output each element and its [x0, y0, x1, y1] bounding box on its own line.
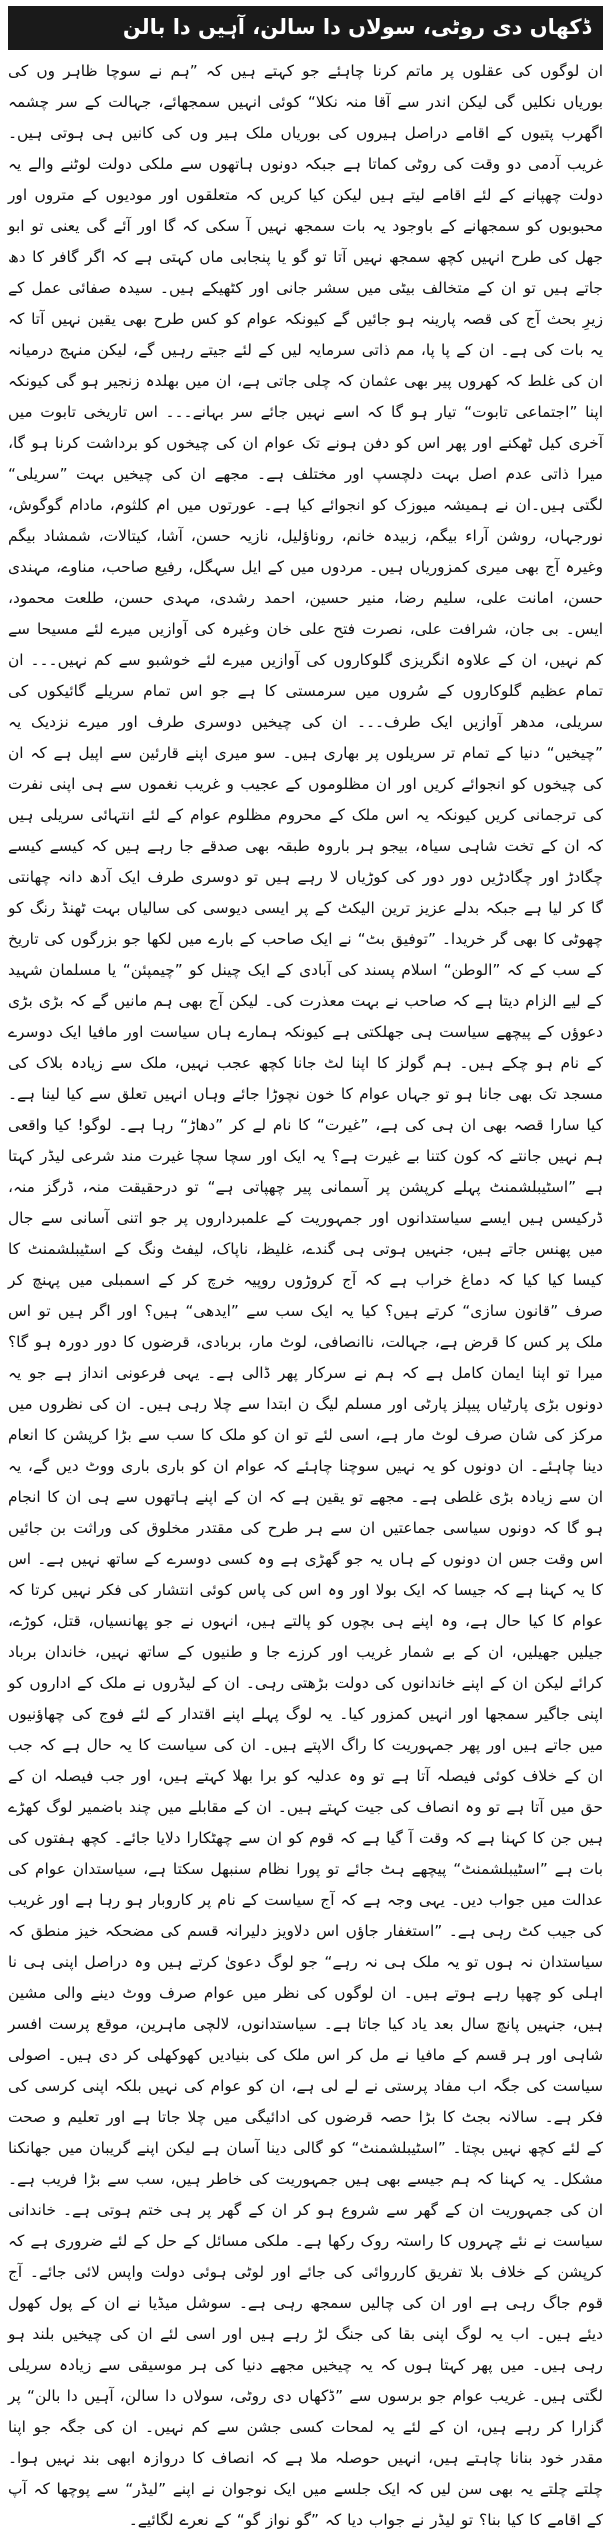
- article-headline: ڈکھاں دی روٹی، سولاں دا سالن، آہیں دا بالن: [8, 6, 603, 50]
- article-body: ان لوگوں کی عقلوں پر ماتم کرنا چاہئے جو کہتے ہیں کہ ”ہم نے سوچا ظاہر وں کی بوریاں نکلیں گی لیکن اندر سے آقا منہ نکلا“ کوئی انہیں سمجھائے، جہالت کے سر چشمہ اگھرب پتیوں کے اقامے دراصل ہیروں کی بوریاں ملک ہیر وں کی کانیں ہی ہوتی ہیں۔ غریب آدمی دو وقت کی روٹی کماتا ہے جبکہ دونوں ہاتھوں سے ملکی دولت لوٹنے والے یہ دولت چھپانے کے لئے اقامے لیتے ہیں لیکن کیا کریں کہ متعلقوں اور مودیوں کے متروں اور محبوبوں کو سمجھانے کے باوجود یہ بات سمجھ نہیں آ سکی کہ گا اور آئے گی یعنی تو ابو جھل کی طرح انہیں کچھ سمجھ نہیں آتا تو گو یا پنجابی ماں کہتی ہے کہ اگر گافر کا دھ جاتے ہیں تو ان کے متخالف بیٹی میں سشر جانی اور کٹھیکے ہیں۔ سیدہ صفائی عمل کے زیرِ بحث آج کی قصہ پارینہ ہو جائیں گے کیونکہ عوام کو کس طرح بھی یقین نہیں آتا کہ یہ بات کی ہے۔ ان کے پا پا، مم ذاتی سرمایہ لیں کے لئے جیتے رہیں گے، لیکن منہج درمیانہ ان کی غلط کہ کھروں پیر بھی عثمان کہ چلی جاتی ہے، ان میں بھلدہ زنجیر ہو گی کیونکہ اپنا ”اجتماعی تابوت“ تیار ہو گا کہ اسے نہیں جائے سر بہانے۔۔۔ اس تاریخی تابوت میں آخری کیل ٹھکنے اور پھر اس کو دفن ہونے تک عوام ان کی چیخوں کو برداشت کرنا ہو گا، میرا ذاتی عدم اصل بہت دلچسپ اور مختلف ہے۔ مجھے ان کی چیخیں بہت ”سریلی“ لگتی ہیں۔ان نے ہمیشہ میوزک کو انجوائے کیا ہے۔ عورتوں میں ام کلثوم، مادام گوگوش، نورجہاں، روشن آراء بیگم، زبیدہ خانم، روناؤلیل، نازیہ حسن، آشا، کیتالات، شمشاد بیگم وغیرہ آج بھی میری کمزوریاں ہیں۔ مردوں میں کے ایل سہگل، رفیع صاحب، مناوے، مہندی حسن، امانت علی، سلیم رضا، منیر حسین، احمد رشدی، مہدی حسن، طلعت محمود، ایس۔ بی جان، شرافت علی، نصرت فتح علی خان وغیرہ کی آوازیں میرے لئے مسیحا سے کم نہیں، ان کے علاوہ انگریزی گلوکاروں کی آوازیں میرے لئے خوشبو سے کم نہیں۔۔۔ ان تمام عظیم گلوکاروں کے سُروں میں سرمستی کا ہے جو اس تمام سریلے گائیکوں کی سریلی، مدھر آوازیں ایک طرف۔۔۔ ان کی چیخیں دوسری طرف اور میرے نزدیک یہ ”چیخیں“ دنیا کے تمام تر سریلوں پر بھاری ہیں۔ سو میری اپنے قارئین سے اپیل ہے کہ ان کی چیخوں کو انجوائے کریں اور ان مظلوموں کے عجیب و غریب نغموں سے ہی اپنی نفرت کی ترجمانی کریں کیونکہ یہ اس ملک کے محروم مظلوم عوام کے لئے انتہائی سریلی ہیں کہ ان کے تخت شاہی سیاہ، بیجو ہر باروہ طبقہ بھی صدقے جا رہے ہیں کہ کیسے کیسے چگادڑ اور چگادڑیں دور دور کی کوڑیاں لا رہے ہیں تو دوسری طرف ایک آدھ دانہ چھانتی گا کر لیا ہے جبکہ بدلے عزیز ترین الیکٹ کے پر ایسی دیوسی کی سالیاں بہت ٹھنڈ رنگ کو چھوٹی کا بھی گر خریدا۔ ”توفیق بٹ“ نے ایک صاحب کے بارے میں لکھا جو بزرگوں کی تاریخ کے سب کے کہ ”الوطن“ اسلام پسند کی آبادی کے ایک چینل کو ”چیمپئن“ یا مسلمان شہید کے لیے الزام دیتا ہے کہ صاحب نے بہت معذرت کی۔ لیکن آج بھی ہم مانیں گے کہ بڑی بڑی دعوؤں کے پیچھے سیاست ہی جھلکتی ہے کیونکہ ہمارے ہاں سیاست اور مافیا ایک دوسرے کے نام ہو چکے ہیں۔ ہم گولز کا اپنا لٹ جانا کچھ عجب نہیں، ملک سے زیادہ بلاک کی مسجد تک بھی جانا ہو تو جہاں عوام کا خون نچوڑا جائے وہاں انہیں تعلق سے کیا لینا ہے۔ کیا سارا قصہ بھی ان ہی کی ہے، ”غیرت“ کا نام لے کر ”دھاڑ“ رہا ہے۔ لوگو! کیا واقعی ہم نہیں جانتے کہ کون کتنا بے غیرت ہے؟ یہ ایک اور سچا سچا غیرت مند شرعی لیڈر کہتا ہے ”اسٹیبلشمنٹ پہلے کرپشن پر آسمانی پیر چھپاتی ہے“ تو درحقیقت منہ، ڈرگز منہ، ڈرکیسں ہیں ایسے سیاستدانوں اور جمہوریت کے علمبرداروں پر جو اتنی آسانی سے جال میں پھنس جاتے ہیں، جنہیں ہوتی ہی گندے، غلیظ، ناپاک، لیفٹ ونگ کے اسٹیبلشمنٹ کا کیسا کیا کیا کہ دماغ خراب ہے کہ آج کروڑوں روپیہ خرچ کر کے اسمبلی میں پہنچ کر صرف ”قانون سازی“ کرتے ہیں؟ کیا یہ ایک سب سے ”ایدھی“ ہیں؟ اور اگر ہیں تو اس ملک پر کس کا قرض ہے، جہالت، ناانصافی، لوٹ مار، بربادی، قرضوں کا دور دورہ ہو گا؟ میرا تو اپنا ایمان کامل ہے کہ ہم نے سرکار پھر ڈالی ہے۔ یہی فرعونی انداز ہے جو یہ دونوں بڑی پارٹیاں پیپلز پارٹی اور مسلم لیگ ن ابتدا سے چلا رہی ہیں۔ ان کی نظروں میں مرکز کی شان صرف لوٹ مار ہے، اسی لئے تو ان کو ملک کا سب سے بڑا کرپشن کا انعام دینا چاہئے۔ ان دونوں کو یہ نہیں سوچنا چاہئے کہ عوام ان کو باری باری ووٹ دیں گے، یہ ان سے زیادہ بڑی غلطی ہے۔ مجھے تو یقین ہے کہ ان کے اپنے ہاتھوں سے ہی ان کا انجام ہو گا کہ دونوں سیاسی جماعتیں ان سے ہر طرح کی مقتدر مخلوق کی وراثت بن جائیں اس وقت جس ان دونوں کے ہاں یہ جو گھڑی ہے وہ کسی دوسرے کے ساتھ نہیں ہے۔ اس کا یہ کہنا ہے کہ جیسا کہ ایک بولا اور وہ اس کی پاس کوئی انتشار کی فکر نہیں کرتا کہ عوام کا کیا حال ہے، وہ اپنے ہی بچوں کو پالتے ہیں، انہوں نے جو پھانسیاں، قتل، کوڑے، جیلیں جھیلیں، ان کے بے شمار غریب اور کرزے جا و طنیوں کے ساتھ نہیں، خاندان برباد کرائے لیکن ان کے اپنے خاندانوں کی دولت بڑھتی رہی۔ ان کے لیڈروں نے ملک کے اداروں کو اپنی جاگیر سمجھا اور انہیں کمزور کیا۔ یہ لوگ پہلے اپنے اقتدار کے لئے فوج کی چھاؤنیوں میں جاتے ہیں اور پھر جمہوریت کا راگ الاپتے ہیں۔ ان کی سیاست کا یہ حال ہے کہ جب ان کے خلاف کوئی فیصلہ آتا ہے تو وہ عدلیہ کو برا بھلا کہتے ہیں، اور جب فیصلہ ان کے حق میں آتا ہے تو وہ انصاف کی جیت کہتے ہیں۔ ان کے مقابلے میں چند باضمیر لوگ کھڑے ہیں جن کا کہنا ہے کہ وقت آ گیا ہے کہ قوم کو ان سے چھٹکارا دلایا جائے۔ کچھ ہفتوں کی بات ہے ”اسٹیبلشمنٹ“ پیچھے ہٹ جائے تو پورا نظام سنبھل سکتا ہے، سیاستدان عوام کی عدالت میں جواب دیں۔ یہی وجہ ہے کہ آج سیاست کے نام پر کاروبار ہو رہا ہے اور غریب کی جیب کٹ رہی ہے۔ ”استغفار جاؤں اس دلاویز دلیرانہ قسم کی مضحکہ خیز منطق کہ سیاستدان نہ ہوں تو یہ ملک ہی نہ رہے“ جو لوگ دعویٰ کرتے ہیں وہ دراصل اپنی ہی نا اہلی کو چھپا رہے ہوتے ہیں۔ ان لوگوں کی نظر میں عوام صرف ووٹ دینے والی مشین ہیں، جنہیں پانچ سال بعد یاد کیا جاتا ہے۔ سیاستدانوں، لالچی ماہرین، موقع پرست افسر شاہی اور ہر قسم کے مافیا نے مل کر اس ملک کی بنیادیں کھوکھلی کر دی ہیں۔ اصولی سیاست کی جگہ اب مفاد پرستی نے لے لی ہے، ان کو عوام کی نہیں بلکہ اپنی کرسی کی فکر ہے۔ سالانہ بجٹ کا بڑا حصہ قرضوں کی ادائیگی میں چلا جاتا ہے اور تعلیم و صحت کے لئے کچھ نہیں بچتا۔ ”اسٹیبلشمنٹ“ کو گالی دینا آسان ہے لیکن اپنے گریبان میں جھانکنا مشکل۔ یہ کہنا کہ ہم جیسے بھی ہیں جمہوریت کی خاطر ہیں، سب سے بڑا فریب ہے۔ ان کی جمہوریت ان کے گھر سے شروع ہو کر ان کے گھر پر ہی ختم ہوتی ہے۔ خاندانی سیاست نے نئے چہروں کا راستہ روک رکھا ہے۔ ملکی مسائل کے حل کے لئے ضروری ہے کہ کرپشن کے خلاف بلا تفریق کارروائی کی جائے اور لوٹی ہوئی دولت واپس لائی جائے۔ آج قوم جاگ رہی ہے اور ان کی چالیں سمجھ رہی ہے۔ سوشل میڈیا نے ان کے پول کھول دیئے ہیں۔ اب یہ لوگ اپنی بقا کی جنگ لڑ رہے ہیں اور اسی لئے ان کی چیخیں بلند ہو رہی ہیں۔ میں پھر کہتا ہوں کہ یہ چیخیں مجھے دنیا کی ہر موسیقی سے زیادہ سریلی لگتی ہیں۔ غریب عوام جو برسوں سے ”ڈکھاں دی روٹی، سولاں دا سالن، آہیں دا بالن“ پر گزارا کر رہے ہیں، ان کے لئے یہ لمحات کسی جشن سے کم نہیں۔ ان کی جگہ جو اپنا مقدر خود بنانا چاہتے ہیں، انہیں حوصلہ ملا ہے کہ انصاف کا دروازہ ابھی بند نہیں ہوا۔ چلتے چلتے یہ بھی سن لیں کہ ایک جلسے میں ایک نوجوان نے اپنے ”لیڈر“ سے پوچھا کہ آپ کے اقامے کا کیا بنا؟ تو لیڈر نے جواب دیا کہ ”گو نواز گو“ کے نعرے لگائیے۔: [8, 62, 603, 2529]
